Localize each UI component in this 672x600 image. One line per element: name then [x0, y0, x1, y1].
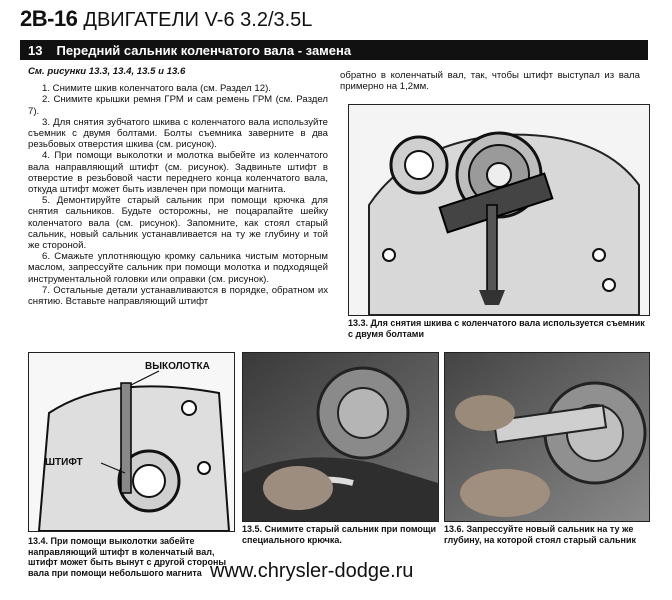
puller-illustration [349, 105, 649, 315]
body-text-left [28, 66, 328, 307]
paragraph-7: 7. Остальные детали устанавливаются в порядке, обратном их снятию. Вставьте направляющий штифт [28, 284, 328, 308]
figure-13-5 [242, 352, 439, 522]
seal-removal-photo [243, 353, 438, 521]
figure-reference: См. рисунки 13.3, 13.4, 13.5 и 13.6 [28, 66, 186, 77]
paragraph-5: 5. Демонтируйте старый сальник при помощи крючка для снятия сальников. Будьте осторожны, не поцарапайте шейку коленчатого вала (см. рисунок). Запомните, как стоял старый сальник, новый сальник устанавливается на ту же глубину и той же стороной. [28, 195, 328, 252]
figure-13-3 [348, 104, 650, 316]
body-text-right: обратно в коленчатый вал, так, чтобы штифт выступал из вала примерно на 1,2мм. [340, 70, 640, 93]
paragraph-4: 4. При помощи выколотки и молотка выбейте из коленчатого вала направляющий штифт (см. рисунок). Задвиньте штифт в отверстие в резьбовой части переднего конца коленчатого вала, откуда штифт может быть извлечен при помощи магнита. [28, 150, 328, 196]
caption-13-3: 13.3. Для снятия шкива с коленчатого вала используется съемник с двумя болтами [348, 318, 645, 339]
caption-13-4: 13.4. При помощи выколотки забейте направляющий штифт в коленчатый вал, штифт может быть вынут с другой стороны вала при помощи небольшого магнита [28, 536, 227, 578]
paragraph-2: 2. Снимите крышки ремня ГРМ и сам ремень ГРМ (см. Раздел 7). [28, 94, 328, 117]
page-header [20, 6, 312, 32]
watermark: www.chrysler-dodge.ru [210, 560, 414, 582]
label-drift: ВЫКОЛОТКА [145, 361, 210, 372]
chapter-title: ДВИГАТЕЛИ V-6 3.2/3.5L [83, 9, 313, 31]
caption-13-5: 13.5. Снимите старый сальник при помощи специального крючка. [242, 524, 437, 545]
section-bar-number: 13 [28, 42, 43, 58]
paragraph-6: 6. Смажьте уплотняющую кромку сальника чистым моторным маслом, запрессуйте сальник при помощи молотка и подходящей инструментальной головки или оправки (см. рисунок). [28, 251, 328, 285]
label-pin: ШТИФТ [45, 457, 83, 468]
section-number: 2B-16 [20, 6, 78, 31]
seal-install-photo [445, 353, 649, 521]
section-bar-title: Передний сальник коленчатого вала - замена [56, 42, 352, 58]
drift-illustration [29, 353, 234, 531]
figure-13-6 [444, 352, 650, 522]
section-bar [20, 40, 648, 60]
caption-13-6: 13.6. Запрессуйте новый сальник на ту же глубину, на которой стоял старый сальник [444, 524, 637, 545]
figure-13-4 [28, 352, 235, 532]
paragraph-1: 1. Снимите шкив коленчатого вала (см. Раздел 12). [42, 83, 271, 95]
paragraph-3: 3. Для снятия зубчатого шкива с коленчатого вала используйте съемник с двумя болтами. Болты съемника заверните в два резьбовых отверстия шкива (см. рисунок). [28, 116, 328, 151]
